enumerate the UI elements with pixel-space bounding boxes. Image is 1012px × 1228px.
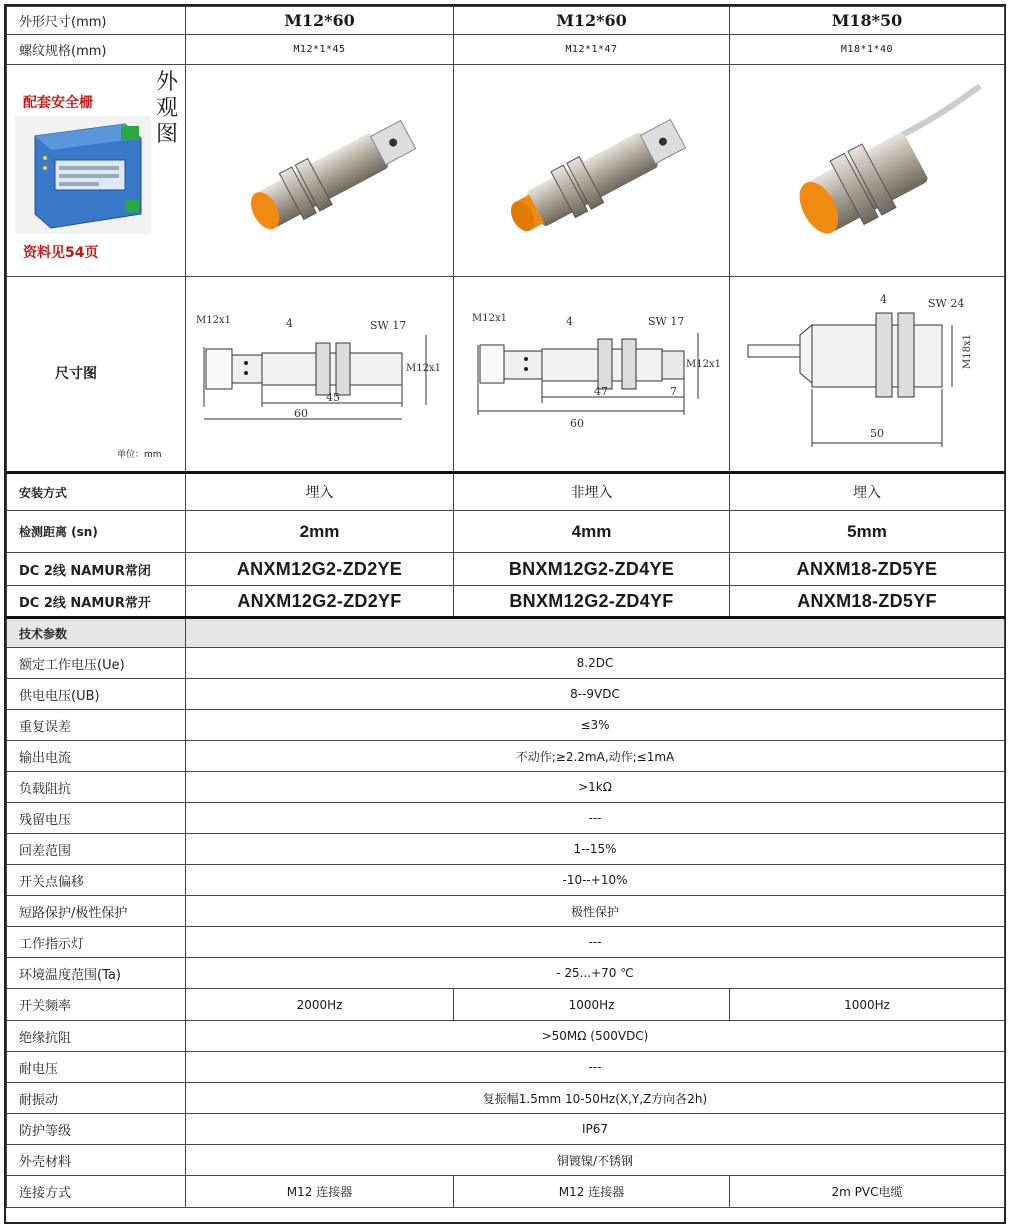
no-model-3: ANXM18-ZD5YF <box>730 586 1005 618</box>
tech-row <box>7 1021 1005 1052</box>
tech-row-value: --- <box>186 1052 1005 1083</box>
conn-col-1: M12 连接器 <box>186 1176 454 1208</box>
tech-row-value: 复振幅1.5mm 10-50Hz(X,Y,Z方向各2h) <box>186 1083 1005 1114</box>
sensor-photo-2 <box>454 65 730 277</box>
tech-row-value: 8.2DC <box>186 648 1005 679</box>
freq-col-2: 1000Hz <box>454 989 730 1021</box>
size-col-2: M12*60 <box>454 7 730 35</box>
dim3-diameter-label: M18x1 <box>962 334 973 369</box>
dimension-drawing-1 <box>186 277 454 473</box>
tech-row-value: 8--9VDC <box>186 679 1005 710</box>
conn-col-2: M12 连接器 <box>454 1176 730 1208</box>
nc-model-1: ANXM12G2-ZD2YE <box>186 553 454 586</box>
no-model-1: ANXM12G2-ZD2YF <box>186 586 454 618</box>
distance-col-1: 2mm <box>186 511 454 553</box>
appearance-vertical-label: 外 观 图 <box>155 69 178 147</box>
tech-row-label: 输出电流 <box>7 741 186 772</box>
tech-row <box>7 772 1005 803</box>
tech-row-label: 绝缘抗阻 <box>7 1021 186 1052</box>
dimension-drawing-m18-cable <box>730 277 1003 471</box>
tech-row <box>7 1114 1005 1145</box>
distance-col-3: 5mm <box>730 511 1005 553</box>
tech-row-value: --- <box>186 803 1005 834</box>
conn-label: 连接方式 <box>7 1176 186 1208</box>
sensor-photo-1 <box>186 65 454 277</box>
tech-row <box>7 1052 1005 1083</box>
freq-label: 开关频率 <box>7 989 186 1021</box>
distance-label: 检测距离 (sn) <box>7 511 186 553</box>
tech-row <box>7 1083 1005 1114</box>
nc-label: DC 2线 NAMUR常闭 <box>7 553 186 586</box>
tech-row <box>7 741 1005 772</box>
tech-row <box>7 865 1005 896</box>
dim1-diameter-label: M12x1 <box>406 363 441 374</box>
sensor-photo-3 <box>730 65 1005 277</box>
dimension-label: 尺寸图 <box>55 366 97 382</box>
barrier-reference: 资料见54页 <box>23 244 99 261</box>
dim1-sw-label: SW 17 <box>370 319 407 332</box>
spec-sheet <box>4 4 1006 1224</box>
tech-row <box>7 710 1005 741</box>
tech-row <box>7 1145 1005 1176</box>
dim2-len60-label: 60 <box>570 417 584 430</box>
no-model-2: BNXM12G2-ZD4YF <box>454 586 730 618</box>
tech-row-value: 不动作;≥2.2mA,动作;≤1mA <box>186 741 1005 772</box>
tech-row-label: 耐振动 <box>7 1083 186 1114</box>
tech-row-value: >50MΩ (500VDC) <box>186 1021 1005 1052</box>
dim2-len7-label: 7 <box>670 385 677 398</box>
dim3-sw-label: SW 24 <box>928 297 965 310</box>
tech-row-value: 1--15% <box>186 834 1005 865</box>
tech-row <box>7 679 1005 710</box>
tech-header-fill <box>186 618 1005 648</box>
barrier-title: 配套安全栅 <box>23 94 93 111</box>
barrier-cell <box>7 65 186 277</box>
dimension-label-cell <box>7 277 186 473</box>
tech-row-label: 防护等级 <box>7 1114 186 1145</box>
dim1-len60-label: 60 <box>294 407 308 420</box>
tech-row-label: 供电电压(UB) <box>7 679 186 710</box>
dim2-sw-label: SW 17 <box>648 315 685 328</box>
tech-row-value: 极性保护 <box>186 896 1005 927</box>
install-col-2: 非埋入 <box>454 473 730 511</box>
tech-row-label: 回差范围 <box>7 834 186 865</box>
dim3-len50-label: 50 <box>870 427 884 440</box>
sensor-m12-nonflush-image <box>454 66 728 276</box>
tech-row <box>7 958 1005 989</box>
dimension-drawing-3 <box>730 277 1005 473</box>
thread-col-1: M12*1*45 <box>186 35 454 65</box>
dim2-len47-label: 47 <box>594 385 608 398</box>
thread-col-2: M12*1*47 <box>454 35 730 65</box>
tech-row-label: 开关点偏移 <box>7 865 186 896</box>
freq-col-3: 1000Hz <box>730 989 1005 1021</box>
install-col-3: 埋入 <box>730 473 1005 511</box>
unit-note: 单位：mm <box>117 450 162 460</box>
tech-row <box>7 648 1005 679</box>
tech-row <box>7 896 1005 927</box>
tech-row-label: 残留电压 <box>7 803 186 834</box>
spec-table <box>6 6 1005 1208</box>
dim1-len45-label: 45 <box>326 391 340 404</box>
tech-row-label: 负载阻抗 <box>7 772 186 803</box>
install-label: 安装方式 <box>7 473 186 511</box>
dim2-diameter-label: M12x1 <box>686 359 721 370</box>
dimension-drawing-2 <box>454 277 730 473</box>
tech-row <box>7 803 1005 834</box>
dim3-nut-label: 4 <box>880 293 887 306</box>
dim1-nut-label: 4 <box>286 317 293 330</box>
thread-col-3: M18*1*40 <box>730 35 1005 65</box>
dimension-drawing-m12-flush <box>186 277 452 471</box>
size-col-1: M12*60 <box>186 7 454 35</box>
tech-row <box>7 834 1005 865</box>
tech-row-label: 外壳材料 <box>7 1145 186 1176</box>
tech-row-label: 额定工作电压(Ue) <box>7 648 186 679</box>
size-label: 外形尺寸(mm) <box>7 7 186 35</box>
tech-row-label: 工作指示灯 <box>7 927 186 958</box>
dim2-thread-label: M12x1 <box>472 313 507 324</box>
conn-col-3: 2m PVC电缆 <box>730 1176 1005 1208</box>
size-col-3: M18*50 <box>730 7 1005 35</box>
tech-row-value: 铜镀镍/不锈钢 <box>186 1145 1005 1176</box>
dim2-nut-label: 4 <box>566 315 573 328</box>
tech-title: 技术参数 <box>7 618 186 648</box>
tech-row-label: 重复误差 <box>7 710 186 741</box>
tech-row-value: ≤3% <box>186 710 1005 741</box>
tech-row <box>7 927 1005 958</box>
tech-row-value: >1kΩ <box>186 772 1005 803</box>
nc-model-2: BNXM12G2-ZD4YE <box>454 553 730 586</box>
tech-row-value: - 25...+70 ℃ <box>186 958 1005 989</box>
sensor-m18-cable-image <box>730 66 1003 276</box>
dim1-thread-label: M12x1 <box>196 315 231 326</box>
tech-row-value: --- <box>186 927 1005 958</box>
dimension-drawing-m12-nonflush <box>454 277 728 471</box>
freq-col-1: 2000Hz <box>186 989 454 1021</box>
tech-row-label: 环境温度范围(Ta) <box>7 958 186 989</box>
tech-row-label: 耐电压 <box>7 1052 186 1083</box>
install-col-1: 埋入 <box>186 473 454 511</box>
distance-col-2: 4mm <box>454 511 730 553</box>
tech-row-value: IP67 <box>186 1114 1005 1145</box>
tech-row-value: -10--+10% <box>186 865 1005 896</box>
thread-label: 螺纹规格(mm) <box>7 35 186 65</box>
no-label: DC 2线 NAMUR常开 <box>7 586 186 618</box>
nc-model-3: ANXM18-ZD5YE <box>730 553 1005 586</box>
safety-barrier-image <box>15 116 151 234</box>
tech-row-label: 短路保护/极性保护 <box>7 896 186 927</box>
sensor-m12-flush-image <box>186 66 452 276</box>
